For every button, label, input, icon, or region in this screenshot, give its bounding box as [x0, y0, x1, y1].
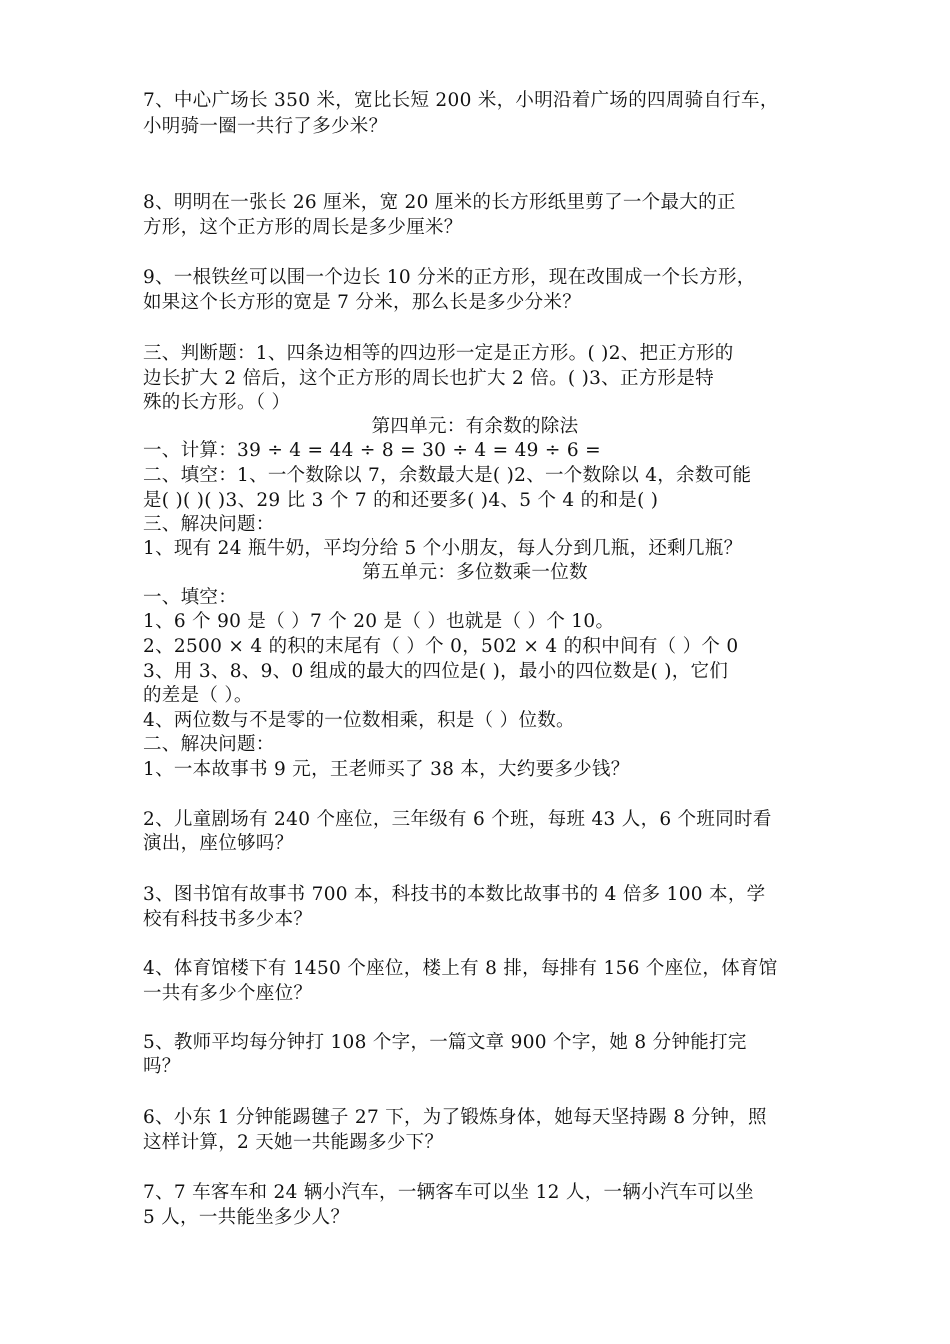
unit4-fill-line2: 是( )( )( )3、29 比 3 个 7 的和还要多( )4、5 个 4 的和是( ) [143, 490, 659, 511]
unit5-heading: 第五单元：多位数乘一位数 [362, 562, 588, 583]
q7-perimeter-line1: 7、中心广场长 350 米，宽比长短 200 米，小明沿着广场的四周骑自行车， [143, 90, 779, 111]
q9-wire-line1: 9、一根铁丝可以围一个边长 10 分米的正方形，现在改围成一个长方形， [143, 267, 756, 288]
judge-section-line3: 殊的长方形。（ ） [143, 392, 291, 413]
unit5-fill-q3-line2: 的差是（ ）。 [143, 685, 253, 706]
q9-wire-line2: 如果这个长方形的宽是 7 分米，那么长是多少分米？ [143, 292, 582, 313]
unit5-solve-q2-line1: 2、儿童剧场有 240 个座位，三年级有 6 个班，每班 43 人，6 个班同时看 [143, 809, 772, 830]
unit5-solve-q6-line1: 6、小东 1 分钟能踢毽子 27 下，为了锻炼身体，她每天坚持踢 8 分钟，照 [143, 1107, 767, 1128]
q7-perimeter-line2: 小明骑一圈一共行了多少米？ [143, 116, 388, 137]
unit5-solve-q5-line1: 5、教师平均每分钟打 108 个字，一篇文章 900 个字，她 8 分钟能打完 [143, 1032, 747, 1053]
unit5-solve-q7-line2: 5 人，一共能坐多少人？ [143, 1207, 350, 1228]
unit5-solve-q3-line2: 校有科技书多少本？ [143, 909, 313, 930]
q8-square-line1: 8、明明在一张长 26 厘米，宽 20 厘米的长方形纸里剪了一个最大的正 [143, 192, 736, 213]
unit5-solve-q1: 1、一本故事书 9 元，王老师买了 38 本，大约要多少钱？ [143, 759, 630, 780]
judge-section-line1: 三、判断题：1、四条边相等的四边形一定是正方形。( )2、把正方形的 [143, 343, 734, 364]
unit4-calc-line: 一、计算：39 ÷ 4 = 44 ÷ 8 = 30 ÷ 4 = 49 ÷ 6 = [143, 440, 601, 461]
unit5-fill-heading: 一、填空： [143, 587, 238, 608]
unit4-heading: 第四单元：有余数的除法 [371, 416, 579, 437]
unit5-fill-q3-line1: 3、用 3、8、9、0 组成的最大的四位是( )，最小的四位数是( )，它们 [143, 661, 729, 682]
unit5-solve-q4-line1: 4、体育馆楼下有 1450 个座位，楼上有 8 排，每排有 156 个座位，体育馆 [143, 958, 778, 979]
unit5-fill-q2: 2、2500 × 4 的积的末尾有（ ）个 0，502 × 4 的积中间有（ ）个 0 [143, 636, 739, 657]
unit5-solve-q6-line2: 这样计算，2 天她一共能踢多少下？ [143, 1132, 444, 1153]
unit4-solve-q1: 1、现有 24 瓶牛奶，平均分给 5 个小朋友，每人分到几瓶，还剩几瓶？ [143, 538, 743, 559]
unit5-fill-q1: 1、6 个 90 是（ ）7 个 20 是（ ）也就是（ ）个 10。 [143, 611, 615, 632]
judge-section-line2: 边长扩大 2 倍后，这个正方形的周长也扩大 2 倍。( )3、正方形是特 [143, 368, 714, 389]
q8-square-line2: 方形，这个正方形的周长是多少厘米？ [143, 217, 463, 238]
unit5-solve-q2-line2: 演出，座位够吗？ [143, 833, 294, 854]
unit4-solve-heading: 三、解决问题： [143, 514, 275, 535]
unit5-solve-q5-line2: 吗？ [143, 1056, 181, 1077]
unit5-solve-heading: 二、解决问题： [143, 734, 275, 755]
unit5-solve-q3-line1: 3、图书馆有故事书 700 本，科技书的本数比故事书的 4 倍多 100 本，学 [143, 884, 766, 905]
unit5-solve-q4-line2: 一共有多少个座位？ [143, 983, 313, 1004]
unit5-solve-q7-line1: 7、7 车客车和 24 辆小汽车，一辆客车可以坐 12 人，一辆小汽车可以坐 [143, 1182, 754, 1203]
unit4-fill-line1: 二、填空：1、一个数除以 7，余数最大是( )2、一个数除以 4，余数可能 [143, 465, 752, 486]
unit5-fill-q4: 4、两位数与不是零的一位数相乘，积是（ ）位数。 [143, 710, 575, 731]
